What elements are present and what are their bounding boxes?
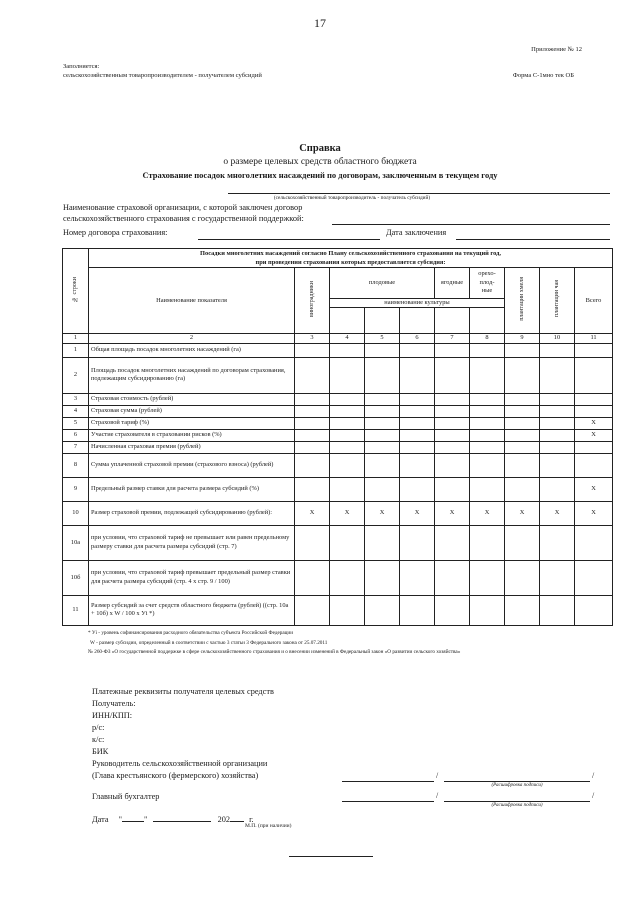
value-cell[interactable] — [295, 393, 330, 405]
culture-cell[interactable] — [400, 308, 435, 334]
value-cell[interactable] — [365, 393, 400, 405]
requisites-bik[interactable]: БИК — [92, 747, 109, 756]
value-cell[interactable] — [435, 477, 470, 501]
bottom-divider — [289, 856, 373, 857]
table-row — [63, 357, 613, 393]
value-cell[interactable] — [365, 357, 400, 393]
row-number: 1 — [63, 343, 89, 357]
value-cell[interactable] — [505, 357, 540, 393]
value-cell[interactable] — [435, 429, 470, 441]
value-cell[interactable] — [400, 357, 435, 393]
row-label: Размер субсидий за счет средств областного бюджета (рублей) ((стр. 10а + 10б) х W / 100 х Уi *) — [89, 595, 295, 625]
fill-note — [63, 62, 262, 80]
value-cell[interactable] — [365, 417, 400, 429]
value-cell[interactable] — [435, 343, 470, 357]
table-row — [63, 560, 613, 595]
col-berry-header: ягодные — [435, 268, 470, 299]
row-number: 10 — [63, 501, 89, 525]
value-cell[interactable] — [470, 595, 505, 625]
footnote-1: * Уi - уровень софинансирования расходного обязательства субъекта Российской Федерации — [88, 630, 293, 636]
not-applicable-mark: X — [470, 501, 505, 525]
value-cell[interactable] — [295, 357, 330, 393]
culture-cell[interactable] — [330, 308, 365, 334]
not-applicable-mark: X — [575, 477, 613, 501]
value-cell[interactable] — [575, 405, 613, 417]
row-label: Предельный размер ставки для расчета размера субсидий (%) — [89, 477, 295, 501]
value-cell[interactable] — [540, 357, 575, 393]
insurer-field-line[interactable] — [332, 224, 610, 225]
group-header — [89, 249, 613, 268]
value-cell[interactable] — [435, 417, 470, 429]
slash: / — [436, 791, 439, 800]
col-tea-header: плантации чая — [540, 268, 575, 334]
value-cell[interactable] — [505, 560, 540, 595]
value-cell[interactable] — [470, 357, 505, 393]
column-number-cell: 11 — [575, 334, 613, 343]
column-number-cell: 2 — [89, 334, 295, 343]
subsidy-table — [62, 248, 613, 626]
value-cell[interactable] — [400, 453, 435, 477]
table-row — [63, 429, 613, 441]
value-cell[interactable] — [400, 405, 435, 417]
value-cell[interactable] — [575, 357, 613, 393]
date-year-prefix: 202 — [217, 815, 231, 824]
date-label: Дата — [92, 815, 109, 824]
value-cell[interactable] — [365, 429, 400, 441]
value-cell[interactable] — [505, 441, 540, 453]
value-cell[interactable] — [470, 343, 505, 357]
value-cell[interactable] — [365, 477, 400, 501]
value-cell[interactable] — [295, 525, 330, 560]
footnotes — [88, 629, 628, 658]
date-row: Дата " " 202 г. — [92, 812, 392, 826]
stamp-note: М.П. (при наличии) — [245, 823, 292, 829]
value-cell[interactable] — [540, 429, 575, 441]
value-cell[interactable] — [330, 357, 365, 393]
culture-cell[interactable] — [435, 308, 470, 334]
row-label: Начисленная страховая премия (рублей) — [89, 441, 295, 453]
head-name-field[interactable] — [444, 781, 590, 782]
table-row — [63, 477, 613, 501]
value-cell[interactable] — [575, 343, 613, 357]
table-row — [63, 393, 613, 405]
value-cell[interactable] — [400, 417, 435, 429]
value-cell[interactable] — [470, 441, 505, 453]
value-cell[interactable] — [435, 393, 470, 405]
value-cell[interactable] — [505, 417, 540, 429]
value-cell[interactable] — [540, 393, 575, 405]
value-cell[interactable] — [295, 405, 330, 417]
value-cell[interactable] — [365, 525, 400, 560]
value-cell[interactable] — [400, 525, 435, 560]
value-cell[interactable] — [330, 441, 365, 453]
value-cell[interactable] — [575, 441, 613, 453]
value-cell[interactable] — [330, 595, 365, 625]
value-cell[interactable] — [330, 343, 365, 357]
value-cell[interactable] — [505, 525, 540, 560]
date-year-suffix: г. — [249, 815, 254, 824]
value-cell[interactable] — [435, 595, 470, 625]
value-cell[interactable] — [505, 405, 540, 417]
row-number: 10а — [63, 525, 89, 560]
head-signature-label — [92, 758, 267, 782]
value-cell[interactable] — [330, 477, 365, 501]
fill-note-line-2: сельскохозяйственным товаропроизводителем - получателем субсидий — [63, 72, 262, 79]
row-label: Участие страхователя в страховании рисков (%) — [89, 429, 295, 441]
slash: / — [592, 771, 595, 780]
accountant-name-caption: (Расшифровка подписи) — [491, 803, 543, 808]
not-applicable-mark: X — [400, 501, 435, 525]
value-cell[interactable] — [505, 453, 540, 477]
value-cell[interactable] — [575, 560, 613, 595]
table-row — [63, 417, 613, 429]
head-name-caption: (Расшифровка подписи) — [491, 783, 543, 788]
culture-name-header: наименование культуры — [330, 299, 505, 308]
value-cell[interactable] — [575, 595, 613, 625]
table-body — [63, 343, 613, 625]
value-cell[interactable] — [470, 405, 505, 417]
value-cell[interactable] — [435, 405, 470, 417]
not-applicable-mark: X — [435, 501, 470, 525]
value-cell[interactable] — [365, 560, 400, 595]
date-month-field[interactable] — [153, 812, 211, 822]
value-cell[interactable] — [470, 560, 505, 595]
requisites-recipient[interactable]: Получатель: — [92, 699, 136, 708]
value-cell[interactable] — [505, 429, 540, 441]
col-nut-header — [470, 268, 505, 299]
contract-date-label: Дата заключения — [386, 228, 447, 237]
value-cell[interactable] — [470, 477, 505, 501]
col-fruit-header: плодовые — [330, 268, 435, 299]
table-row — [63, 525, 613, 560]
value-cell[interactable] — [365, 453, 400, 477]
value-cell[interactable] — [330, 417, 365, 429]
value-cell[interactable] — [540, 595, 575, 625]
value-cell[interactable] — [540, 560, 575, 595]
column-number-cell: 6 — [400, 334, 435, 343]
table-row — [63, 501, 613, 525]
value-cell[interactable] — [400, 441, 435, 453]
value-cell[interactable] — [505, 595, 540, 625]
value-cell[interactable] — [540, 477, 575, 501]
value-cell[interactable] — [365, 595, 400, 625]
indicator-header: Наименование показателя — [89, 268, 295, 334]
not-applicable-mark: X — [330, 501, 365, 525]
value-cell[interactable] — [470, 417, 505, 429]
group-header-line-2: при проведении страхования которых предоставляется субсидия: — [255, 259, 446, 266]
document-subtitle: о размере целевых средств областного бюджета — [223, 157, 417, 167]
value-cell[interactable] — [540, 441, 575, 453]
column-number-cell: 7 — [435, 334, 470, 343]
value-cell[interactable] — [470, 429, 505, 441]
row-number: 10б — [63, 560, 89, 595]
row-number: 3 — [63, 393, 89, 405]
table-row — [63, 343, 613, 357]
row-number: 9 — [63, 477, 89, 501]
slash: / — [436, 771, 439, 780]
value-cell[interactable] — [540, 525, 575, 560]
column-number-cell: 9 — [505, 334, 540, 343]
accountant-label: Главный бухгалтер — [92, 792, 160, 801]
row-number-header: № строки — [63, 249, 89, 334]
document-subtitle-bold: Страхование посадок многолетних насаждений по договорам, заключенным в текущем году — [142, 170, 498, 180]
value-cell[interactable] — [575, 525, 613, 560]
fill-note-line-1: Заполняется: — [63, 63, 100, 70]
not-applicable-mark: X — [575, 501, 613, 525]
value-cell[interactable] — [295, 560, 330, 595]
col-nut-line-1: орехо- — [478, 270, 496, 278]
document-title: Справка — [299, 143, 341, 154]
contract-number-label: Номер договора страхования: — [63, 228, 168, 237]
row-label: Размер страховой премии, подлежащей субсидированию (рублей): — [89, 501, 295, 525]
appendix-label: Приложение № 12 — [531, 46, 582, 53]
value-cell[interactable] — [505, 393, 540, 405]
requisites-heading: Платежные реквизиты получателя целевых средств — [92, 687, 274, 696]
row-number: 5 — [63, 417, 89, 429]
payment-requisites — [92, 686, 274, 758]
table-row — [63, 405, 613, 417]
value-cell[interactable] — [470, 453, 505, 477]
value-cell[interactable] — [575, 453, 613, 477]
col-hops-header: плантации хмеля — [505, 268, 540, 334]
head-label-2: (Глава крестьянского (фермерского) хозяйства) — [92, 771, 259, 780]
culture-cell[interactable] — [365, 308, 400, 334]
recipient-field-line[interactable] — [228, 193, 610, 194]
value-cell[interactable] — [400, 429, 435, 441]
not-applicable-mark: X — [295, 501, 330, 525]
value-cell[interactable] — [295, 343, 330, 357]
value-cell[interactable] — [295, 477, 330, 501]
accountant-name-field[interactable] — [444, 801, 590, 802]
culture-cell[interactable] — [470, 308, 505, 334]
value-cell[interactable] — [330, 525, 365, 560]
requisites-inn[interactable]: ИНН/КПП: — [92, 711, 133, 720]
not-applicable-mark: X — [365, 501, 400, 525]
row-number: 4 — [63, 405, 89, 417]
value-cell[interactable] — [400, 477, 435, 501]
value-cell[interactable] — [400, 560, 435, 595]
value-cell[interactable] — [435, 525, 470, 560]
col-total-header: Всего — [575, 268, 613, 334]
insurer-label-1: Наименование страховой организации, с которой заключен договор — [63, 203, 303, 212]
row-label: Страховой тариф (%) — [89, 417, 295, 429]
col-vineyards-header: виноградники — [295, 268, 330, 334]
not-applicable-mark: X — [505, 501, 540, 525]
value-cell[interactable] — [575, 393, 613, 405]
row-number: 2 — [63, 357, 89, 393]
column-number-cell: 5 — [365, 334, 400, 343]
footnote-2: W - размер субсидии, определенный в соответствии с частью 3 статьи 3 Федерального закона от 25.07.2011 — [90, 639, 328, 646]
accountant-signature-field[interactable] — [342, 801, 434, 802]
value-cell[interactable] — [330, 393, 365, 405]
row-number: 11 — [63, 595, 89, 625]
page-number: 17 — [314, 16, 326, 30]
col-nut-line-3: ные — [481, 287, 493, 295]
column-number-cell: 1 — [63, 334, 89, 343]
value-cell[interactable] — [330, 405, 365, 417]
value-cell[interactable] — [295, 417, 330, 429]
value-cell[interactable] — [295, 429, 330, 441]
value-cell[interactable] — [365, 405, 400, 417]
value-cell[interactable] — [505, 343, 540, 357]
value-cell[interactable] — [435, 441, 470, 453]
footnote-3: № 260-ФЗ «О государственной поддержке в сфере сельскохозяйственного страхования и о внесении изменений в Федеральный закон «О развитии сельского хозяйства» — [88, 649, 461, 655]
value-cell[interactable] — [295, 595, 330, 625]
requisites-ks[interactable]: к/с: — [92, 735, 105, 744]
table-row — [63, 453, 613, 477]
not-applicable-mark: X — [540, 501, 575, 525]
contract-number-field[interactable] — [198, 239, 380, 240]
requisites-rs[interactable]: р/с: — [92, 723, 105, 732]
column-numbers-row — [63, 334, 613, 343]
contract-date-field[interactable] — [456, 239, 610, 240]
insurer-label-2: сельскохозяйственного страхования с государственной поддержкой: — [63, 214, 304, 223]
value-cell[interactable] — [365, 441, 400, 453]
value-cell[interactable] — [330, 429, 365, 441]
row-label: Площадь посадок многолетних насаждений по договорам страхования, подлежащим субсидированию (га) — [89, 357, 295, 393]
group-header-line-1: Посадки многолетних насаждений согласно Плану сельскохозяйственного страхования на текущий год, — [200, 250, 501, 257]
value-cell[interactable] — [435, 357, 470, 393]
row-label: Общая площадь посадок многолетних насаждений (га) — [89, 343, 295, 357]
value-cell[interactable] — [540, 343, 575, 357]
value-cell[interactable] — [540, 417, 575, 429]
recipient-caption: (сельскохозяйственный товаропроизводитель - получатель субсидий) — [273, 195, 431, 201]
column-number-cell: 3 — [295, 334, 330, 343]
column-number-cell: 8 — [470, 334, 505, 343]
row-label: Страховая стоимость (рублей) — [89, 393, 295, 405]
slash: / — [592, 791, 595, 800]
head-label-1: Руководитель сельскохозяйственной организации — [92, 759, 268, 768]
value-cell[interactable] — [540, 405, 575, 417]
table-row — [63, 441, 613, 453]
value-cell[interactable] — [400, 595, 435, 625]
value-cell[interactable] — [400, 343, 435, 357]
not-applicable-mark: X — [575, 429, 613, 441]
date-day-field[interactable] — [122, 812, 144, 822]
value-cell[interactable] — [435, 453, 470, 477]
value-cell[interactable] — [330, 560, 365, 595]
value-cell[interactable] — [365, 343, 400, 357]
table-row — [63, 595, 613, 625]
value-cell[interactable] — [505, 477, 540, 501]
row-label: Страховая сумма (рублей) — [89, 405, 295, 417]
value-cell[interactable] — [295, 453, 330, 477]
row-number: 7 — [63, 441, 89, 453]
not-applicable-mark: X — [575, 417, 613, 429]
row-label: Сумма уплаченной страховой премии (страхового взноса) (рублей) — [89, 453, 295, 477]
value-cell[interactable] — [295, 441, 330, 453]
date-year-field[interactable] — [230, 812, 244, 822]
col-nut-line-2: плод- — [479, 278, 495, 286]
column-number-cell: 10 — [540, 334, 575, 343]
row-number: 6 — [63, 429, 89, 441]
value-cell[interactable] — [470, 393, 505, 405]
value-cell[interactable] — [540, 453, 575, 477]
value-cell[interactable] — [435, 560, 470, 595]
head-signature-field[interactable] — [342, 781, 434, 782]
row-label: при условии, что страховой тариф превышает предельный размер ставки для расчета размера субсидий (стр. 4 х стр. 9 / 100) — [89, 560, 295, 595]
value-cell[interactable] — [470, 525, 505, 560]
value-cell[interactable] — [400, 393, 435, 405]
row-number: 8 — [63, 453, 89, 477]
value-cell[interactable] — [330, 453, 365, 477]
row-label: при условии, что страховой тариф не превышает или равен предельному размеру ставки для расчета размера субсидий (стр. 7) — [89, 525, 295, 560]
form-code: Форма С-1мно тек ОБ — [512, 72, 574, 79]
column-number-cell: 4 — [330, 334, 365, 343]
